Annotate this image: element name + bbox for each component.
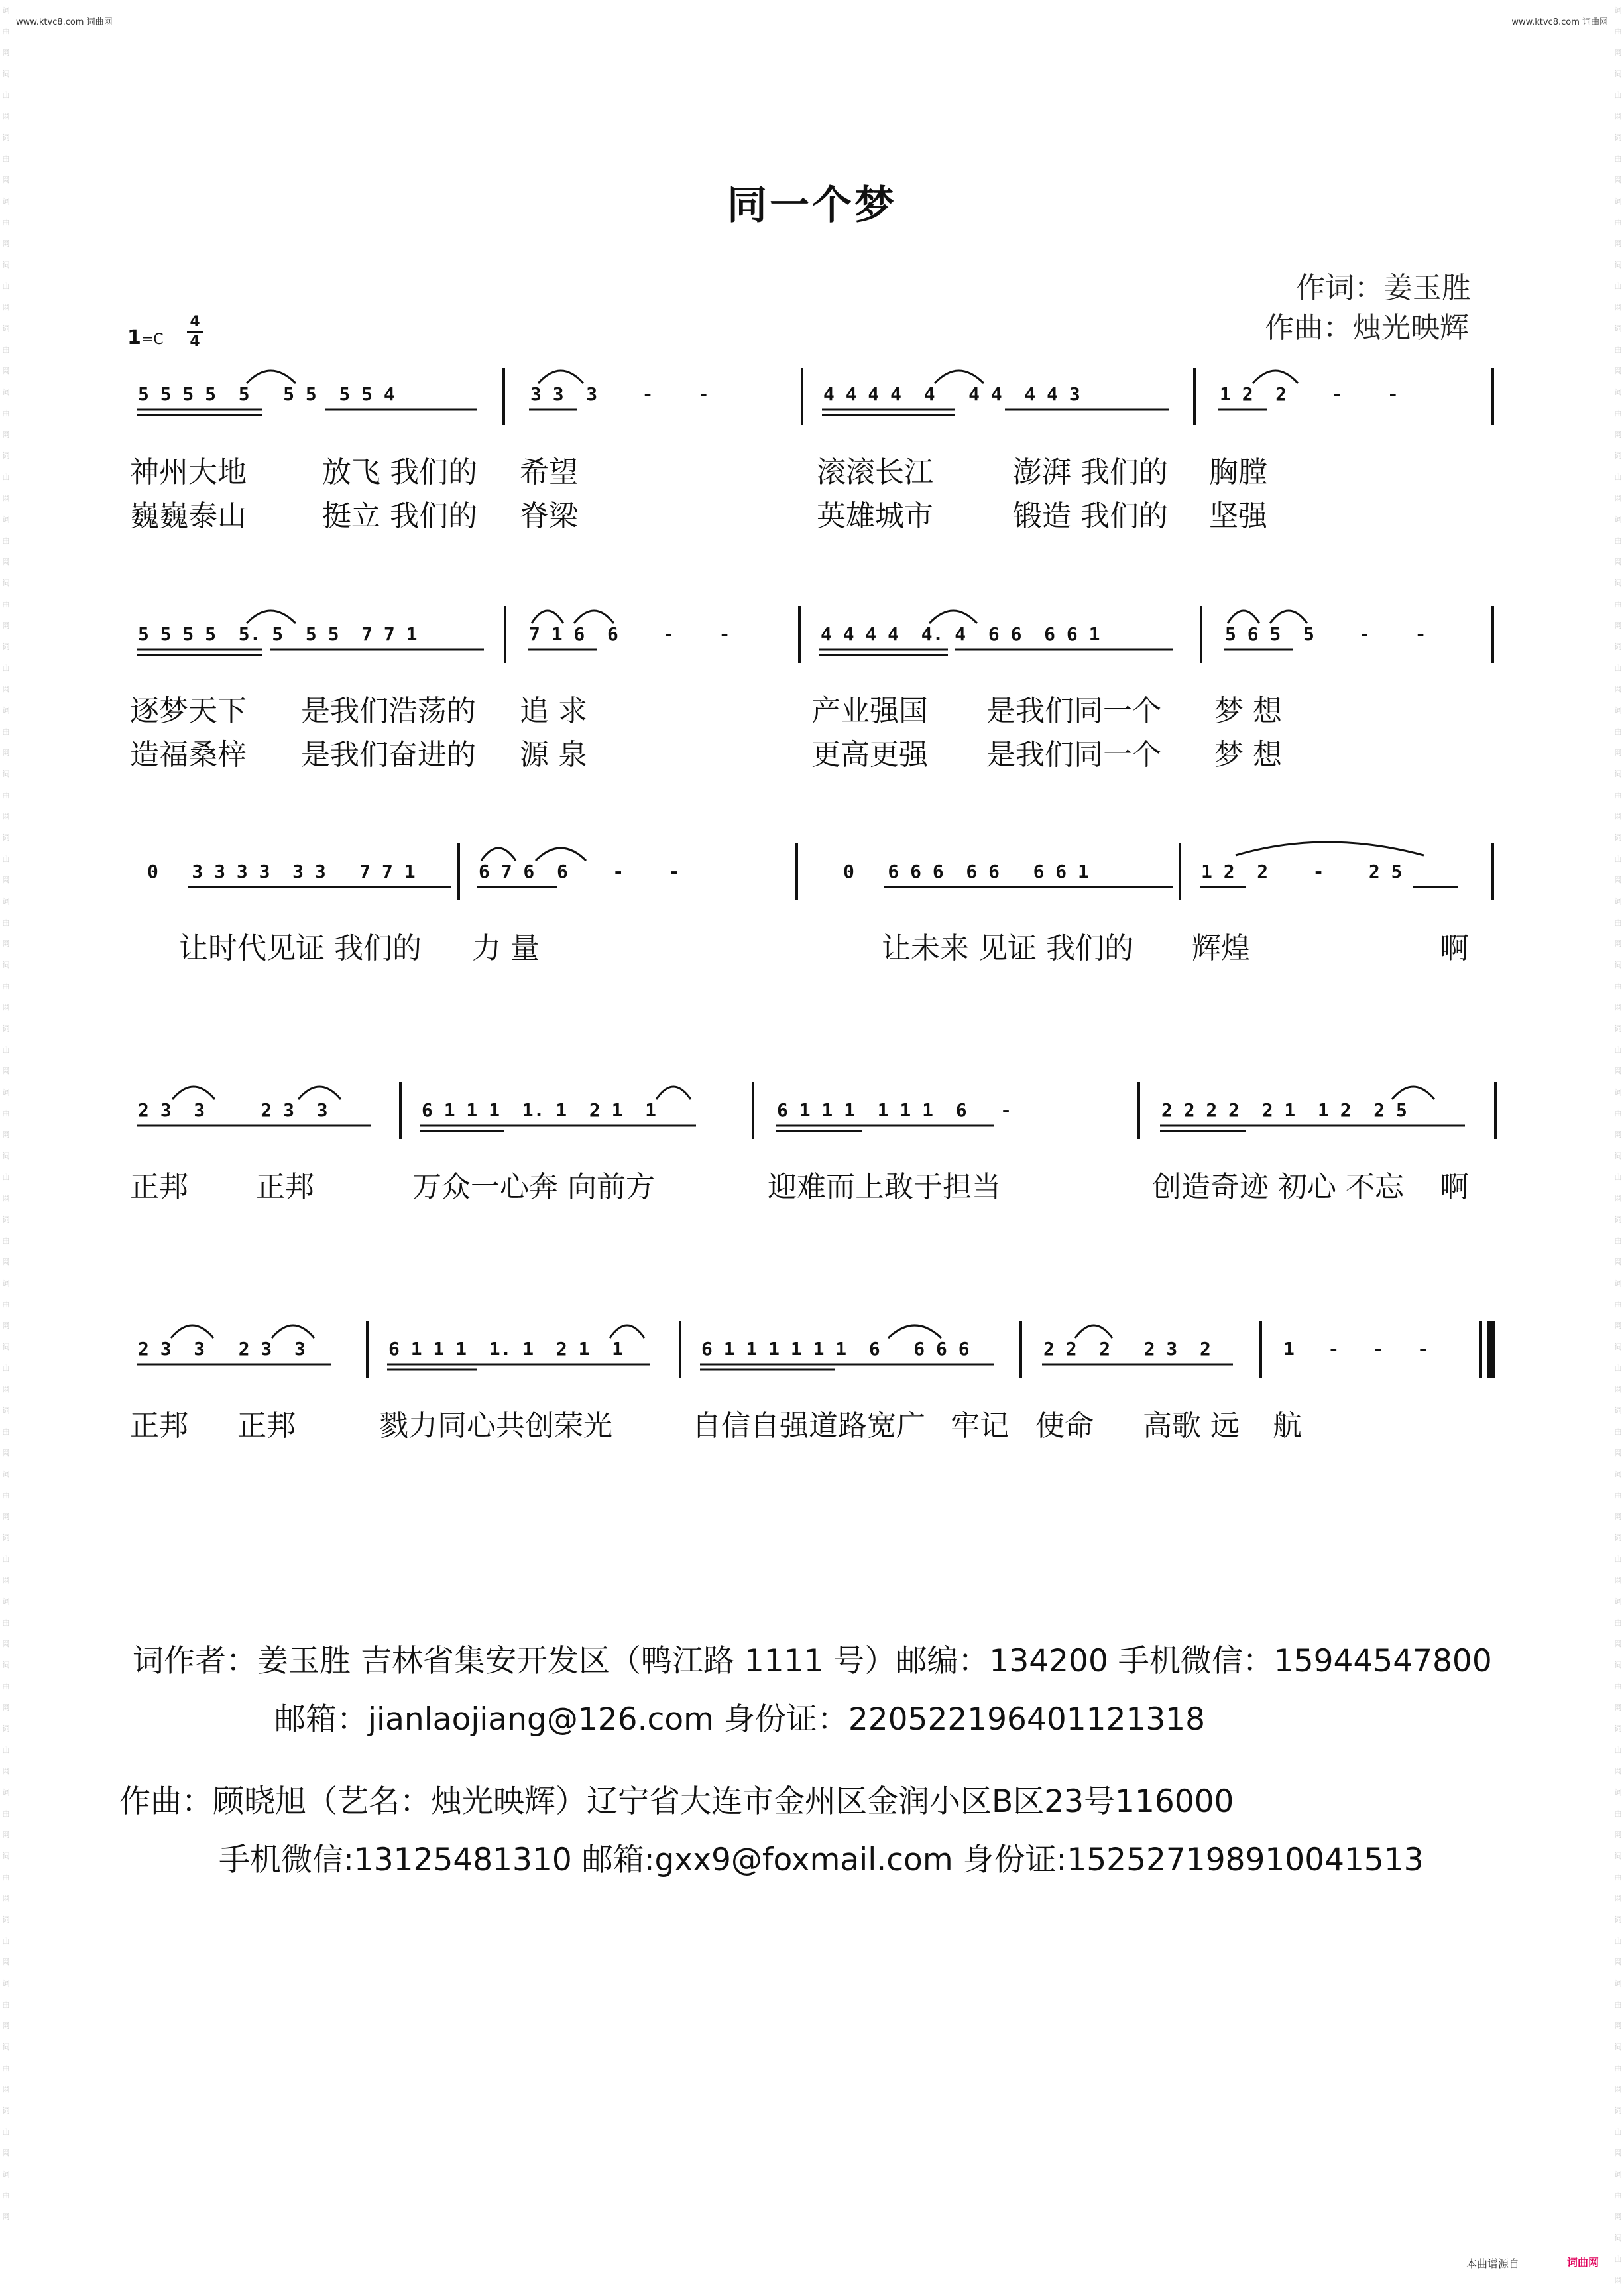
lyric: 使命 [1035,1409,1094,1443]
lyric: 源 泉 [520,738,587,772]
lyric: 胸膛 [1209,455,1267,489]
lyric: 创造奇迹 初心 不忘 [1152,1170,1404,1204]
lyric: 锻造 我们的 [1013,499,1168,533]
lyric: 戮力同心共创荣光 [379,1409,612,1443]
lyric: 啊 [1440,932,1469,965]
lyric: 放飞 我们的 [322,455,477,489]
lyric: 坚强 [1209,499,1267,533]
lyricist-contact-line1: 词作者：姜玉胜 吉林省集安开发区（鸭江路 1111 号）邮编：134200 手机微信：15944547800 [133,1643,1492,1679]
lyric: 希望 [520,455,578,489]
lyric: 更高更强 [811,738,928,772]
tie [1253,371,1298,383]
lyric: 牢记 [951,1409,1009,1443]
measure-3-3: 0 6 6 6 6 6 6 6 1 [843,861,1089,882]
measure-2-1: 5 5 5 5 5. 5 5 5 7 7 1 [138,623,418,645]
lyric: 航 [1273,1409,1302,1443]
measure-3-2: 6 7 6 6 - - [479,861,680,882]
lyric: 梦 想 [1214,694,1282,728]
measure-5-1: 2 3 3 2 3 3 [138,1338,306,1360]
footer-source: 本曲谱源自 [1466,2257,1520,2270]
measure-5-4: 2 2 2 2 3 2 [1043,1338,1211,1360]
lyric: 追 求 [520,694,587,728]
lyric: 挺立 我们的 [322,499,477,533]
lyric: 脊梁 [520,499,578,533]
lyric: 正邦 [130,1170,188,1204]
tie [247,611,296,623]
measure-3-4: 1 2 2 - 2 5 [1201,861,1403,882]
lyric: 力 量 [472,932,540,965]
measure-4-3: 6 1 1 1 1 1 1 6 - [777,1099,1012,1121]
tie [171,1325,213,1338]
lyric: 滚滚长江 [817,455,933,489]
key-tonic: 1 [127,326,141,349]
lyric: 产业强国 [811,694,928,728]
meter-top: 4 [190,314,200,330]
measure-4-1: 2 3 3 2 3 3 [138,1099,328,1121]
lyric: 是我们浩荡的 [301,694,476,728]
lyric: 高歌 远 [1143,1409,1240,1443]
measure-5-5: 1 - - - [1283,1338,1429,1360]
lyric: 万众一心奔 向前方 [412,1170,655,1204]
lyric: 巍巍泰山 [130,499,247,533]
lyric: 是我们奋进的 [301,738,476,772]
tie [610,1325,644,1338]
tie [272,1325,314,1338]
tie [298,1087,341,1099]
lyric: 啊 [1440,1170,1469,1204]
footer-brand: 词曲网 [1567,2256,1599,2269]
measure-1-2: 3 3 3 - - [530,383,709,405]
tie [1075,1325,1112,1338]
tie [247,371,296,383]
measure-2-2: 7 1 6 6 - - [529,623,730,645]
lyricist-contact-line2: 邮箱：jianlaojiang@126.com 身份证：220522196401121318 [274,1701,1206,1738]
measure-3-1: 0 3 3 3 3 3 3 7 7 1 [147,861,416,882]
tie [1236,842,1424,855]
measure-5-2: 6 1 1 1 1. 1 2 1 1 [388,1338,624,1360]
lyric: 是我们同一个 [986,694,1161,728]
tie [929,611,977,623]
tie [1270,611,1307,623]
header-site-left: www.ktvc8.com 词曲网 [16,17,113,27]
measure-4-2: 6 1 1 1 1. 1 2 1 1 [422,1099,657,1121]
measure-1-3: 4 4 4 4 4 4 4 4 4 3 [823,383,1080,405]
tie [532,611,563,623]
tie [1228,611,1259,623]
tie [536,848,586,861]
lyric: 迎难而上敢于担当 [768,1170,1001,1204]
tie [538,371,583,383]
measure-2-3: 4 4 4 4 4. 4 6 6 6 6 1 [821,623,1100,645]
measure-2-4: 5 6 5 5 - - [1225,623,1426,645]
lyric: 逐梦天下 [130,694,247,728]
measure-5-3: 6 1 1 1 1 1 1 6 6 6 6 [701,1338,970,1360]
meter-bottom: 4 [187,331,203,351]
tie [656,1087,691,1099]
lyric: 自信自强道路宽广 [692,1409,925,1443]
composer-credit: 作曲：烛光映辉 [1265,311,1469,345]
composer-contact-line1: 作曲：顾晓旭（艺名：烛光映辉）辽宁省大连市金州区金润小区B区23号116000 [119,1783,1234,1820]
left-watermark-strip: 词 曲 网 词 曲 网 词 曲 网 词 曲 网 词 曲 网 词 曲 网 词 曲 网 词 曲 网 词 曲 网 词 曲 网 词 曲 网 词 曲 网 词 曲 网 词 曲 网 词 曲 网 词 曲 网 词 曲 网 词 曲 网 词 曲 网 词 曲 网 词 曲 网 词 曲 网 词 曲 网 词 曲 网 词 曲 网 词 曲 网 词 曲 网 词 曲 网 词 曲 网 词 曲 网 词 曲 网 词 曲 网 词 曲 网 词 曲 网 词 曲 网 [2,6,10,2221]
tie [574,611,614,623]
lyric: 正邦 [130,1409,188,1443]
lyric: 英雄城市 [817,499,933,533]
lyric: 是我们同一个 [986,738,1161,772]
lyricist-credit: 作词：姜玉胜 [1296,271,1471,305]
tie [888,1325,941,1338]
measure-1-1: 5 5 5 5 5 5 5 5 5 4 [138,383,395,405]
song-title: 同一个梦 [727,182,897,229]
lyric: 正邦 [237,1409,296,1443]
key-name: =C [141,331,164,348]
lyric: 正邦 [256,1170,314,1204]
lyric: 梦 想 [1214,738,1282,772]
measure-4-4: 2 2 2 2 2 1 1 2 2 5 [1161,1099,1407,1121]
lyric: 让时代见证 我们的 [179,932,422,965]
lyric: 神州大地 [130,455,247,489]
measure-1-4: 1 2 2 - - [1220,383,1399,405]
tie [1392,1087,1434,1099]
header-site-right: www.ktvc8.com 词曲网 [1511,17,1608,27]
tie [481,848,516,861]
lyric: 辉煌 [1192,932,1250,965]
lyric: 让未来 见证 我们的 [882,932,1133,965]
tie [172,1087,215,1099]
lyric: 造福桑梓 [130,738,247,772]
composer-contact-line2: 手机微信:13125481310 邮箱:gxx9@foxmail.com 身份证:152527198910041513 [219,1842,1424,1878]
tie [935,371,984,383]
right-watermark-strip: 词 曲 网 词 曲 网 词 曲 网 词 曲 网 词 曲 网 词 曲 网 词 曲 网 词 曲 网 词 曲 网 词 曲 网 词 曲 网 词 曲 网 词 曲 网 词 曲 网 词 曲 网 词 曲 网 词 曲 网 词 曲 网 词 曲 网 词 曲 网 词 曲 网 词 曲 网 词 曲 网 词 曲 网 词 曲 网 词 曲 网 词 曲 网 词 曲 网 词 曲 网 词 曲 网 词 曲 网 词 曲 网 词 曲 网 词 曲 网 词 曲 网 词 曲 网 [1614,6,1622,2284]
lyric: 澎湃 我们的 [1013,455,1168,489]
